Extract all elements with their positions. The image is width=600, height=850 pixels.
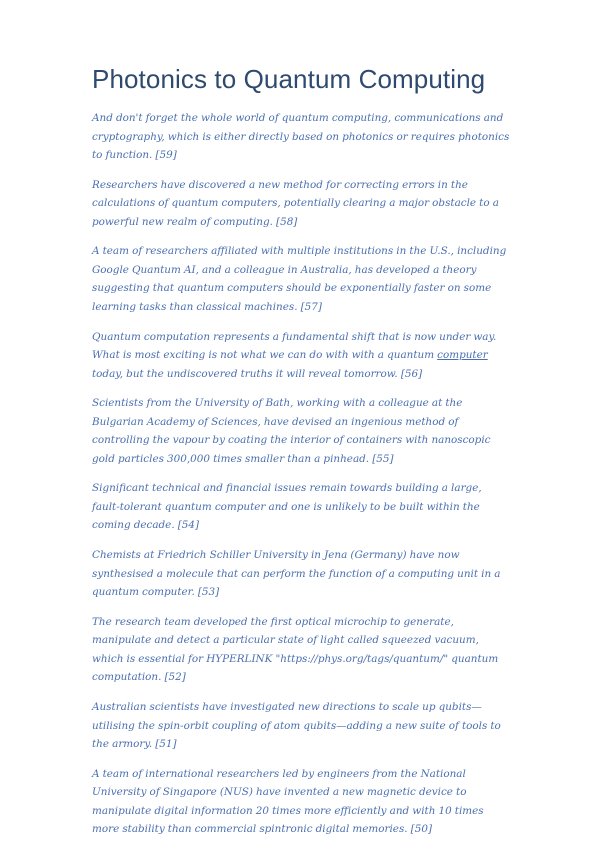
page-title: Photonics to Quantum Computing — [92, 64, 486, 94]
paragraph-6: Significant technical and financial issues remain towards building a large, fault-tolerant quantum computer and one is unlikely to be built within the coming decade. [54] — [92, 482, 482, 532]
paragraph-3: A team of researchers affiliated with multiple institutions in the U.S., including Google Quantum AI, and a colleague in Australia, has developed a theory suggesting that quantum computers should be exponentially faster on some learning tasks than classical machines. [57] — [92, 245, 507, 313]
paragraph-9: Australian scientists have investigated new directions to scale up qubits—utilising the spin-orbit coupling of atom qubits—adding a new suite of tools to the armory. [51] — [92, 701, 501, 750]
paragraph-1: And don't forget the whole world of quantum computing, communications and cryptography, which is either directly based on photonics or requires photonics to function. [59] — [92, 112, 510, 161]
computer-link[interactable]: computer — [437, 349, 488, 362]
paragraph-4 — [92, 328, 512, 384]
paragraph-list — [92, 109, 512, 850]
paragraph-4-text-end: today, but the undiscovered truths it will reveal tomorrow. [56] — [92, 367, 423, 380]
paragraph-5: Scientists from the University of Bath, working with a colleague at the Bulgarian Academy of Sciences, have devised an ingenious method of controlling the vapour by coating the interior of containers with nanoscopic gold particles 300,000 times smaller than a pinhead. [55] — [92, 397, 491, 465]
paragraph-2: Researchers have discovered a new method for correcting errors in the calculations of quantum computers, potentially clearing a major obstacle to a powerful new realm of computing. [58] — [92, 178, 499, 228]
paragraph-7: Chemists at Friedrich Schiller University in Jena (Germany) have now synthesised a molecule that can perform the function of a computing unit in a quantum computer. [53] — [92, 549, 501, 599]
paragraph-4-text-start: Quantum computation represents a fundamental shift that is now under way. What is most exciting is not what we can do with with a quantum — [92, 330, 497, 362]
paragraph-8: The research team developed the first optical microchip to generate, manipulate and detect a particular state of light called squeezed vacuum, which is essential for HYPERLINK "https://phys.org/tags/quantum/" quantum computation. [52] — [92, 615, 499, 684]
paragraph-10: A team of international researchers led by engineers from the National University of Singapore (NUS) have invented a new magnetic device to manipulate digital information 20 times more efficiently and with 10 times more stability than commercial spintronic digital memories. [50] — [92, 767, 484, 836]
